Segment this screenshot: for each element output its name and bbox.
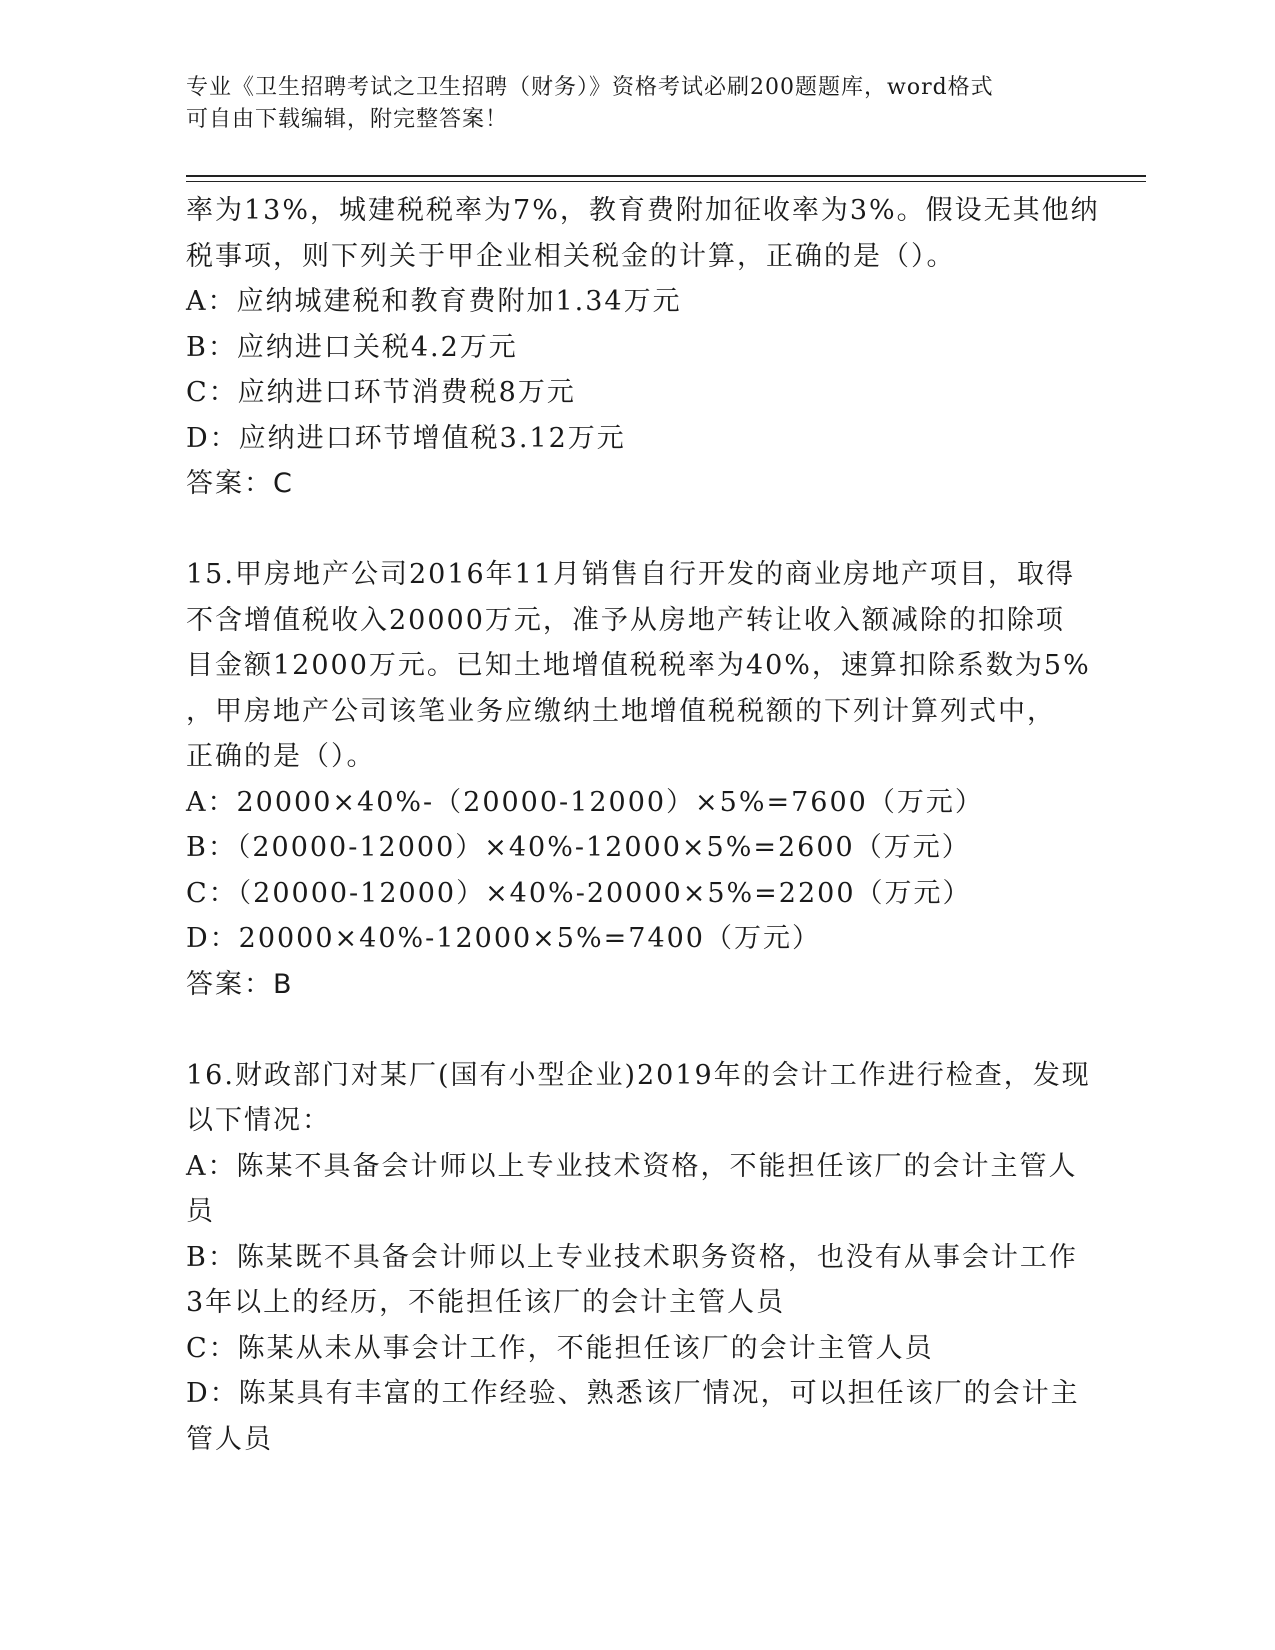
option-a: A：陈某不具备会计师以上专业技术资格，不能担任该厂的会计主管人 (186, 1150, 1078, 1182)
question-stem-line: 以下情况： (186, 1105, 331, 1136)
option-c: C：应纳进口环节消费税8万元 (186, 377, 576, 408)
question-stem-line: 16.财政部门对某厂(国有小型企业)2019年的会计工作进行检查，发现 (186, 1059, 1091, 1091)
header-line-1: 专业《卫生招聘考试之卫生招聘（财务）》资格考试必刷200题题库，word格式 (186, 75, 994, 100)
question-stem-line: ，甲房地产公司该笔业务应缴纳土地增值税税额的下列计算列式中， (186, 695, 1056, 727)
page-content (186, 188, 1100, 1462)
spacer (186, 507, 1086, 553)
document-header (186, 72, 1086, 136)
header-line-2: 可自由下载编辑，附完整答案！ (186, 107, 509, 132)
option-d-continued: 管人员 (186, 1423, 273, 1455)
answer: 答案：B (186, 968, 294, 1000)
option-a: A：应纳城建税和教育费附加1.34万元 (186, 286, 682, 317)
header-rule-thin (186, 181, 1146, 182)
question-14 (186, 188, 1100, 507)
option-d: D：应纳进口环节增值税3.12万元 (186, 422, 626, 454)
option-c: C：陈某从未从事会计工作，不能担任该厂的会计主管人员 (186, 1332, 934, 1364)
question-stem-line: 目金额12000万元。已知土地增值税税率为40%，速算扣除系数为5% (186, 650, 1091, 681)
option-c: C：（20000-12000）×40%-20000×5%=2200（万元） (186, 877, 972, 909)
option-a: A：20000×40%-（20000-12000）×5%=7600（万元） (186, 786, 984, 818)
option-b-continued: 3年以上的经历，不能担任该厂的会计主管人员 (186, 1287, 786, 1318)
question-stem-line: 不含增值税收入20000万元，准予从房地产转让收入额减除的扣除项 (186, 604, 1065, 636)
option-b: B：应纳进口关税4.2万元 (186, 331, 518, 363)
question-stem-line: 正确的是（）。 (186, 741, 376, 772)
header-rule-thick (186, 175, 1146, 177)
option-b: B：陈某既不具备会计师以上专业技术职务资格，也没有从事会计工作 (186, 1241, 1078, 1273)
option-d: D：20000×40%-12000×5%=7400（万元） (186, 923, 821, 954)
question-stem-line: 15.甲房地产公司2016年11月销售自行开发的商业房地产项目，取得 (186, 559, 1076, 590)
option-b: B：（20000-12000）×40%-12000×5%=2600（万元） (186, 832, 971, 863)
question-stem-line: 率为13%，城建税税率为7%，教育费附加征收率为3%。假设无其他纳 (186, 195, 1100, 226)
question-16 (186, 1053, 1091, 1463)
answer: 答案：C (186, 468, 294, 499)
question-stem-line: 税事项，则下列关于甲企业相关税金的计算，正确的是（）。 (186, 240, 956, 272)
spacer (186, 1007, 1086, 1053)
option-a-continued: 员 (186, 1196, 215, 1227)
option-d: D：陈某具有丰富的工作经验、熟悉该厂情况，可以担任该厂的会计主 (186, 1378, 1080, 1409)
question-15 (186, 552, 1091, 1007)
